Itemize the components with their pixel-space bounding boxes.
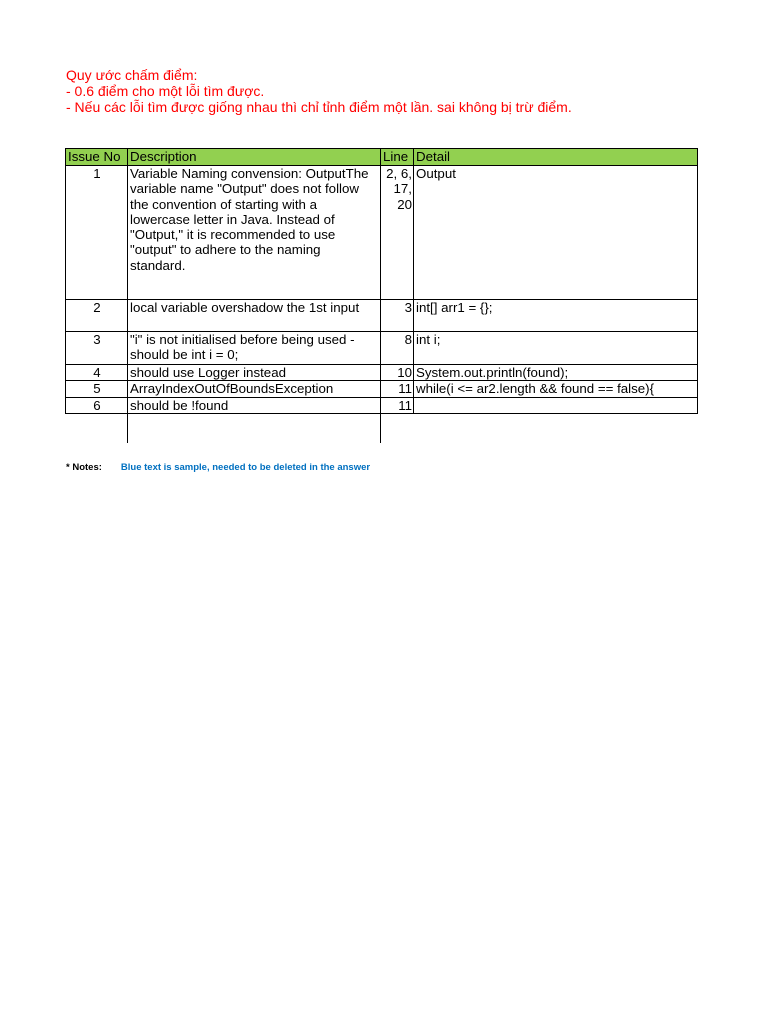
table-row: [66, 332, 698, 365]
table-header-row: [66, 149, 698, 166]
issue-no-cell: 1: [66, 166, 128, 300]
detail-cell: int i;: [414, 332, 698, 365]
grading-rule-1: - 0.6 điểm cho một lỗi tìm được.: [66, 83, 265, 99]
header-description: Description: [128, 149, 381, 166]
header-issue-no: Issue No: [66, 149, 128, 166]
detail-cell: Output: [414, 166, 698, 300]
empty-row-divider-right: [380, 413, 381, 443]
grading-rules-title: Quy ước chấm điểm:: [66, 67, 198, 83]
detail-cell: int[] arr1 = {};: [414, 300, 698, 332]
issue-no-cell: 5: [66, 381, 128, 397]
line-cell: 8: [381, 332, 414, 365]
issue-no-cell: 4: [66, 365, 128, 381]
issue-no-cell: 3: [66, 332, 128, 365]
line-cell: 11: [381, 397, 414, 413]
issues-table: [65, 148, 698, 414]
table-row: [66, 300, 698, 332]
table-row: [66, 381, 698, 397]
description-cell: should be !found: [128, 397, 381, 413]
issue-no-cell: 2: [66, 300, 128, 332]
line-cell: 11: [381, 381, 414, 397]
description-cell: local variable overshadow the 1st input: [128, 300, 381, 332]
grading-rules: [66, 67, 572, 115]
detail-cell: while(i <= ar2.length && found == false){: [414, 381, 698, 397]
description-cell: ArrayIndexOutOfBoundsException: [128, 381, 381, 397]
notes-label: * Notes:: [66, 462, 102, 473]
description-cell: Variable Naming convension: OutputThe variable name "Output" does not follow the convention of starting with a lowercase letter in Java. Instead of "Output," it is recommended to use "output" to adhere to the naming standard.: [128, 166, 381, 300]
header-line: Line: [381, 149, 414, 166]
issue-no-cell: 6: [66, 397, 128, 413]
detail-cell: [414, 397, 698, 413]
table-row: [66, 166, 698, 300]
line-cell: 10: [381, 365, 414, 381]
detail-cell: System.out.println(found);: [414, 365, 698, 381]
line-cell: 2, 6, 17, 20: [381, 166, 414, 300]
description-cell: should use Logger instead: [128, 365, 381, 381]
notes: [66, 462, 370, 473]
table-row: [66, 365, 698, 381]
description-cell: "i" is not initialised before being used - should be int i = 0;: [128, 332, 381, 365]
line-cell: 3: [381, 300, 414, 332]
header-detail: Detail: [414, 149, 698, 166]
grading-rule-2: - Nếu các lỗi tìm được giống nhau thì chỉ tỉnh điểm một lần. sai không bị trừ điểm.: [66, 99, 572, 115]
empty-row-divider-left: [127, 413, 128, 443]
table-row: [66, 397, 698, 413]
notes-text: Blue text is sample, needed to be deleted in the answer: [120, 462, 371, 473]
